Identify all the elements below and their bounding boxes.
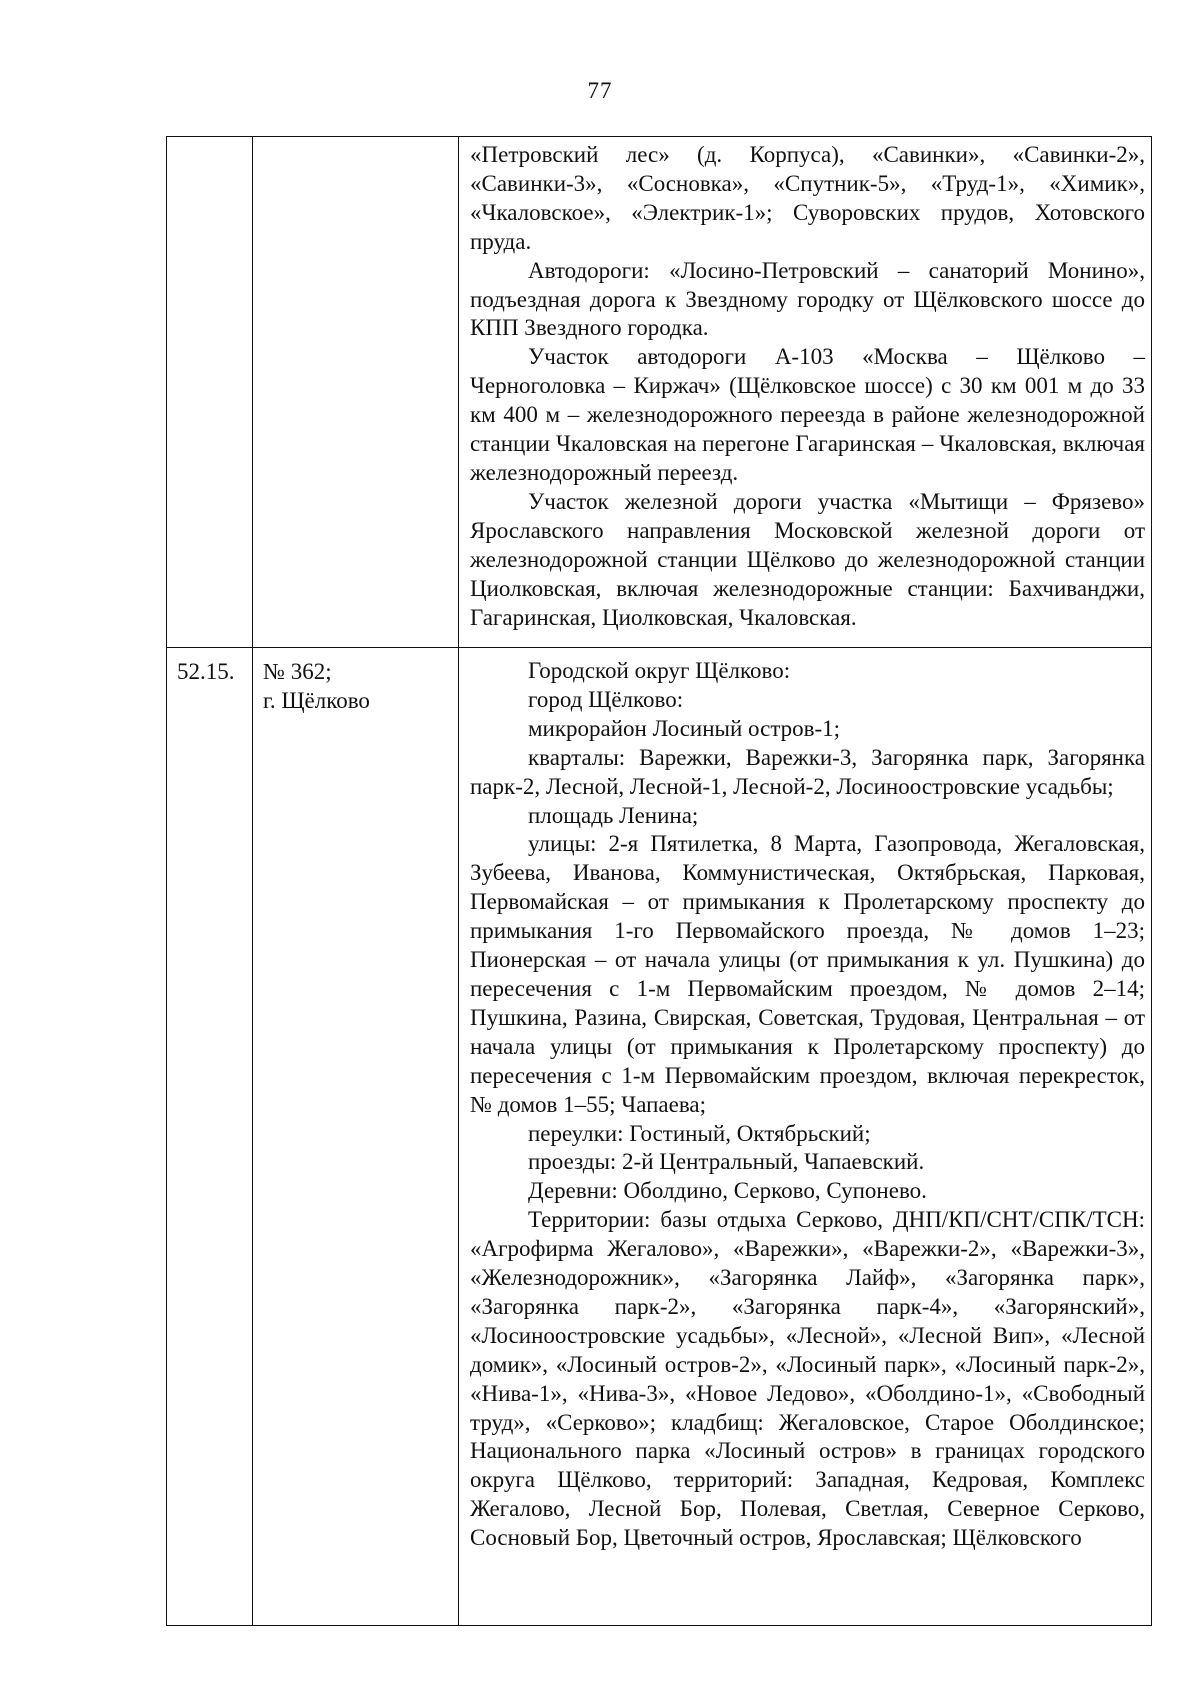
- description-paragraph: «Петровский лес» (д. Корпуса), «Савинки», «Савинки-2», «Савинки-3», «Сосновка», «Спутник-5», «Труд-1», «Химик», «Чкаловское», «Электрик-1»; Суворовских прудов, Хотовского пруда.: [470, 142, 1145, 254]
- table-row: [167, 648, 1152, 1626]
- row-number-cell: 52.15.: [167, 648, 253, 1626]
- document-table: [166, 136, 1152, 1626]
- description-paragraph: Участок железной дороги участка «Мытищи – Фрязево» Ярославского направления Московской железной дороги от железнодорожной станции Щёлково до железнодорожной станции Циолковская, включая железнодорожные станции: Бахчиванджи, Гагаринская, Циолковская, Чкаловская.: [470, 488, 1145, 630]
- description-paragraph: улицы: 2-я Пятилетка, 8 Марта, Газопровода, Жегаловская, Зубеева, Иванова, Коммунистическая, Октябрьская, Парковая, Первомайская – от примыкания к Пролетарскому проспекту до примыкания 1-го Первомайского проезда, № домов 1–23; Пионерская – от начала улицы (от примыкания к ул. Пушкина) до пересечения с 1-м Первомайским проездом, № домов 2–14; Пушкина, Разина, Свирская, Советская, Трудовая, Центральная – от начала улицы (от примыкания к Пролетарскому проспекту) до пересечения с 1-м Первомайским проездом, включая перекресток, № домов 1–55; Чапаева;: [470, 831, 1145, 1117]
- row-number-cell: [167, 137, 253, 648]
- zone-number: № 362;: [263, 659, 332, 684]
- description-paragraph: площадь Ленина;: [528, 802, 699, 828]
- description-paragraph: проезды: 2-й Центральный, Чапаевский.: [528, 1149, 925, 1175]
- description-paragraph: Деревни: Оболдино, Серково, Супонево.: [528, 1178, 927, 1204]
- description-paragraph: Участок автодороги А-103 «Москва – Щёлково – Черноголовка – Киржач» (Щёлковское шоссе) с 30 км 001 м до 33 км 400 м – железнодорожного переезда в районе железнодорожной станции Чкаловская на перегоне Гагаринская – Чкаловская, включая железнодорожный переезд.: [470, 344, 1145, 485]
- description-paragraph: переулки: Гостиный, Октябрьский;: [528, 1120, 871, 1146]
- page-number: 77: [587, 78, 613, 103]
- description-cell: [459, 137, 1152, 648]
- description-paragraph: Автодороги: «Лосино-Петровский – санаторий Монино», подъездная дорога к Звездному городку от Щёлковского шоссе до КПП Звездного городка.: [470, 257, 1145, 341]
- description-paragraph: город Щёлково:: [528, 686, 684, 712]
- zone-cell: [253, 137, 459, 648]
- description-paragraph: кварталы: Варежки, Варежки-3, Загорянка парк, Загорянка парк-2, Лесной, Лесной-1, Лесной-2, Лосиноостровские усадьбы;: [470, 744, 1145, 799]
- table-row: [167, 137, 1152, 648]
- description-paragraph: микрорайон Лосиный остров-1;: [528, 715, 841, 741]
- description-paragraph: Городской округ Щёлково:: [528, 658, 791, 683]
- description-cell: [459, 648, 1152, 1626]
- description-paragraph: Территории: базы отдыха Серково, ДНП/КП/СНТ/СПК/ТСН: «Агрофирма Жегалово», «Варежки», «Варежки-2», «Варежки-3», «Железнодорожник», «Загорянка Лайф», «Загорянка парк», «Загорянка парк-2», «Загорянка парк-4», «Загорянский», «Лосиноостровские усадьбы», «Лесной», «Лесной Вип», «Лесной домик», «Лосиный остров-2», «Лосиный парк», «Лосиный парк-2», «Нива-1», «Нива-3», «Новое Ледово», «Оболдино-1», «Свободный труд», «Серково»; кладбищ: Жегаловское, Старое Оболдинское; Национального парка «Лосиный остров» в границах городского округа Щёлково, территорий: Западная, Кедровая, Комплекс Жегалово, Лесной Бор, Полевая, Светлая, Северное Серково, Сосновый Бор, Цветочный остров, Ярославская; Щёлковского: [470, 1207, 1145, 1551]
- zone-locality: г. Щёлково: [263, 687, 370, 713]
- zone-cell: [253, 648, 459, 1626]
